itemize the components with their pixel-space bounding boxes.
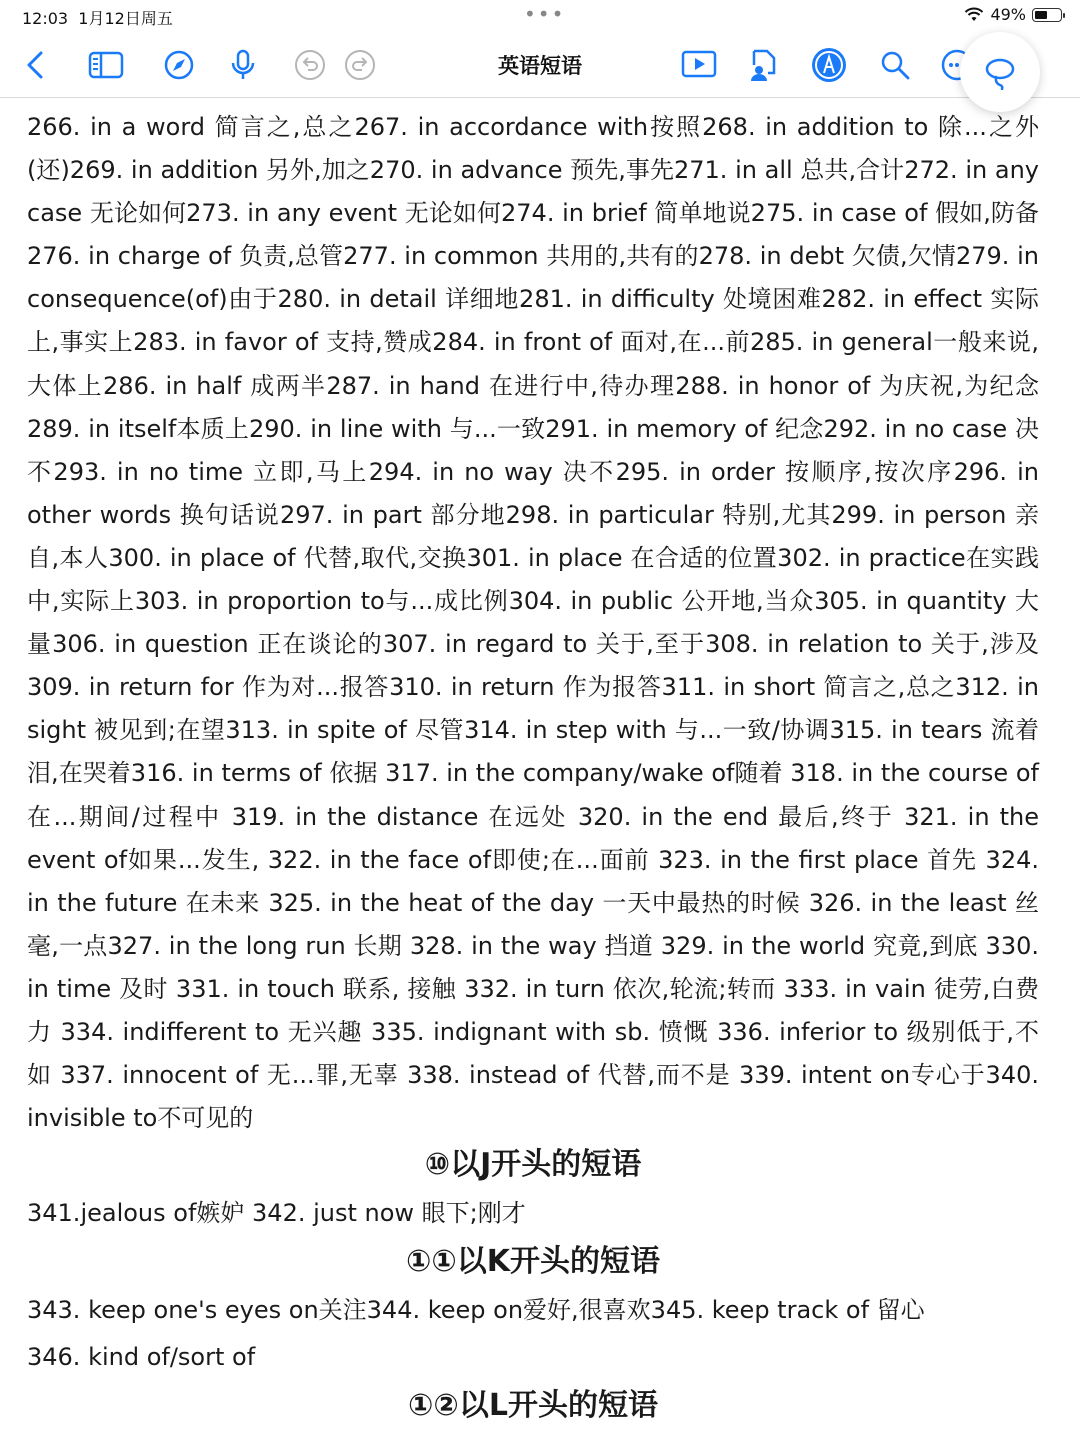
multitask-dots-icon[interactable]: ••• [524,2,566,26]
markup-button[interactable] [810,46,848,84]
paragraph-k-line-2: 346. kind of/sort of [27,1343,256,1372]
paragraph-i-phrases: 266. in a word 简言之,总之267. in accordance with按照268. in addition to 除...之外(还)269. in addition 另外,加之270. in advance 预先,事先271. in all 总共,合计272. in any case 无论如何273. in any event 无论如何274. in brief 简单地说275. in case of 假如,防备276. in charge of 负责,总管277. in common 共用的,共有的278. in debt 欠债,欠情279. in consequence(of)由于280. in detail 详细地281. in difficulty 处境困难282. in effect 实际上,事实上283. in favor of 支持,赞成284. in front of 面对,在...前285. in general一般来说,大体上286. in half 成两半287. in hand 在进行中,待办理288. in honor of 为庆祝,为纪念289. in itself本质上290. in line with 与...一致291. in memory of 纪念292. in no case 决不293. in no time 立即,马上294. in no way 决不295. in order 按顺序,按次序296. in other words 换句话说297. in part 部分地298. in particular 特别,尤其299. in person 亲自,本人300. in place of 代替,取代,交换301. in place 在合适的位置302. in practice在实践中,实际上303. in proportion to与...成比例304. in public 公开地,当众305. in quantity 大量306. in question 正在谈论的307. in regard to 关于,至于308. in relation to 关于,涉及309. in return for 作为对...报答310. in return 作为报答311. in short 简言之,总之312. in sight 被见到;在望313. in spite of 尽管314. in step with 与...一致/协调315. in tears 流着泪,在哭着316. in terms of 依据 317. in the company/wake of随着 318. in the course of在...期间/过程中 319. in the distance 在远处 320. in the end 最后,终于 321. in the event of如果...发生, 322. in the face of即使;在...面前 323. in the first place 首先 324. in the future 在未来 325. in the heat of the day 一天中最热的时候 326. in the least 丝毫,一点327. in the long run 长期 328. in the way 挡道 329. in the world 究竟,到底 330. in time 及时 331. in touch 联系, 接触 332. in turn 依次,轮流;转而 333. in vain 徒劳,白费力 334. indifferent to 无兴趣 335. indignant with sb. 愤慨 336. inferior to 级别低于,不如 337. innocent of 无...罪,无辜 338. instead of 代替,而不是 339. intent on专心于340. invisible to不可见的 [27,113,1039,1133]
status-date-text: 1月12日周五 [78,9,173,28]
status-right [964,5,1062,24]
battery-percent: 49% [990,5,1026,24]
lasso-icon [982,54,1018,90]
document-body [27,106,1039,1431]
share-document-button[interactable] [745,46,783,84]
status-time-text: 12:03 [22,9,69,28]
toolbar [0,32,1080,98]
present-button[interactable] [680,46,718,84]
battery-icon [1032,8,1062,22]
wifi-icon [964,7,984,23]
document-user-icon [749,48,779,82]
document-title: 英语短语 [498,54,582,78]
section-heading-k: ①①以K开头的短语 [405,1244,661,1280]
status-bar [0,0,1080,32]
status-time [22,6,173,29]
paragraph-j-phrases: 341.jealous of嫉妒 342. just now 眼下;刚才 [27,1199,526,1228]
search-button[interactable] [876,46,914,84]
paragraph-k-line-1: 343. keep one's eyes on关注344. keep on爱好,很喜欢345. keep track of 留心 [27,1296,925,1325]
search-icon [879,49,911,81]
play-icon [681,50,717,80]
section-heading-j: ⑩以J开头的短语 [424,1147,642,1183]
lasso-tool-button[interactable] [960,32,1040,112]
pen-markup-icon [811,47,847,83]
section-heading-l: ①②以L开头的短语 [408,1388,658,1424]
